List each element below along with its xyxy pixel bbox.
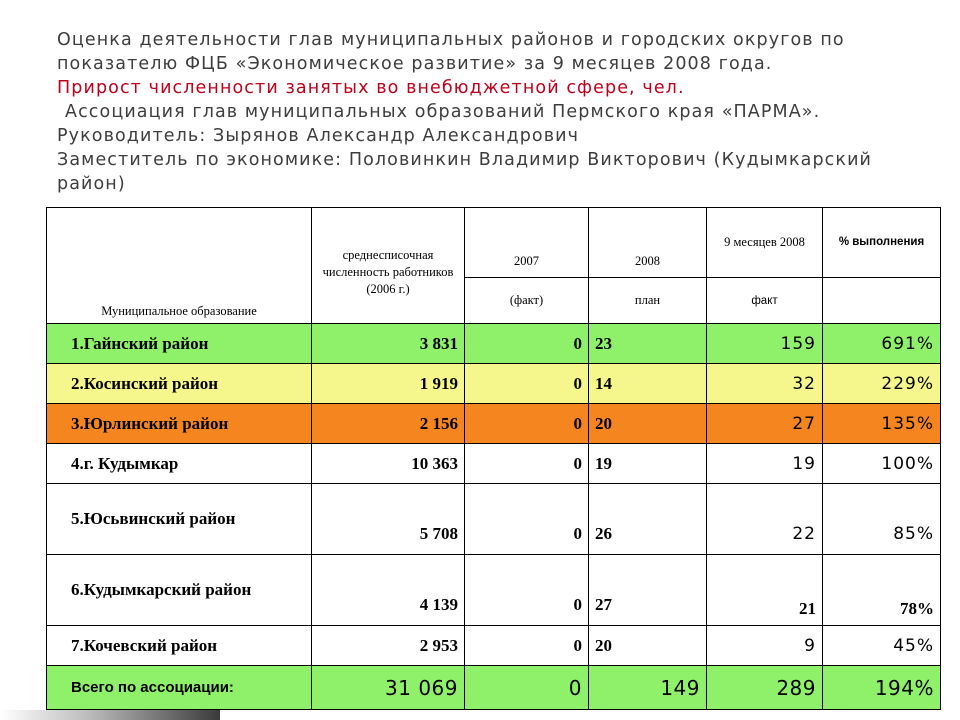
deputy-name: Заместитель по экономике: Половинкин Владимир Викторович (Кудымкарский xyxy=(57,150,873,170)
row-name: 5.Юсьвинский район xyxy=(47,484,312,555)
header-municipality: Муниципальное образование xyxy=(47,208,312,324)
header-empty xyxy=(823,278,941,324)
row-2007: 0 xyxy=(465,626,589,666)
header-2008: 2008 xyxy=(589,208,707,278)
table-row xyxy=(47,364,941,404)
row-percent: 229% xyxy=(823,364,941,404)
title-line: Оценка деятельности глав муниципальных районов и городских округов по xyxy=(57,30,845,50)
row-plan: 14 xyxy=(589,364,707,404)
row-plan: 27 xyxy=(589,555,707,626)
row-plan: 26 xyxy=(589,484,707,555)
total-headcount: 31 069 xyxy=(312,666,465,710)
total-percent: 194% xyxy=(823,666,941,710)
row-percent: 135% xyxy=(823,404,941,444)
row-fact: 19 xyxy=(707,444,823,484)
deputy-name-cont: район) xyxy=(57,174,126,194)
table-row xyxy=(47,484,941,555)
header-2007: 2007 xyxy=(465,208,589,278)
row-fact: 21 xyxy=(707,555,823,626)
row-headcount: 2 156 xyxy=(312,404,465,444)
row-percent: 691% xyxy=(823,324,941,364)
row-name: 6.Кудымкарский район xyxy=(47,555,312,626)
title-line: показателю ФЦБ «Экономическое развитие» за 9 месяцев 2008 года. xyxy=(57,54,773,74)
row-2007: 0 xyxy=(465,324,589,364)
row-headcount: 2 953 xyxy=(312,626,465,666)
total-plan: 149 xyxy=(589,666,707,710)
table-row xyxy=(47,404,941,444)
row-percent: 85% xyxy=(823,484,941,555)
row-2007: 0 xyxy=(465,364,589,404)
total-name: Всего по ассоциации: xyxy=(47,666,312,710)
row-plan: 23 xyxy=(589,324,707,364)
row-name: 2.Косинский район xyxy=(47,364,312,404)
row-headcount: 1 919 xyxy=(312,364,465,404)
header-fact: факт xyxy=(707,278,823,324)
row-name: 1.Гайнский район xyxy=(47,324,312,364)
results-table xyxy=(46,207,941,710)
header-9-months: 9 месяцев 2008 xyxy=(707,208,823,278)
row-plan: 20 xyxy=(589,626,707,666)
row-headcount: 10 363 xyxy=(312,444,465,484)
total-fact: 289 xyxy=(707,666,823,710)
head-name: Руководитель: Зырянов Александр Александрович xyxy=(57,126,580,146)
row-headcount: 4 139 xyxy=(312,555,465,626)
title-highlight: Прирост численности занятых во внебюджетной сфере, чел. xyxy=(57,78,685,98)
row-name: 4.г. Кудымкар xyxy=(47,444,312,484)
header-plan: план xyxy=(589,278,707,324)
table-row xyxy=(47,626,941,666)
row-plan: 20 xyxy=(589,404,707,444)
header-fact-2007: (факт) xyxy=(465,278,589,324)
association-name: Ассоциация глав муниципальных образований Пермского края «ПАРМА». xyxy=(65,102,821,122)
corner-decoration xyxy=(0,710,220,720)
table-row xyxy=(47,324,941,364)
table-row xyxy=(47,444,941,484)
table-row xyxy=(47,555,941,626)
row-percent: 100% xyxy=(823,444,941,484)
row-percent: 45% xyxy=(823,626,941,666)
row-fact: 32 xyxy=(707,364,823,404)
total-row xyxy=(47,666,941,710)
row-name: 3.Юрлинский район xyxy=(47,404,312,444)
row-percent: 78% xyxy=(823,555,941,626)
row-fact: 27 xyxy=(707,404,823,444)
row-2007: 0 xyxy=(465,555,589,626)
row-headcount: 3 831 xyxy=(312,324,465,364)
row-name: 7.Кочевский район xyxy=(47,626,312,666)
total-2007: 0 xyxy=(465,666,589,710)
row-fact: 22 xyxy=(707,484,823,555)
row-2007: 0 xyxy=(465,484,589,555)
row-2007: 0 xyxy=(465,444,589,484)
row-headcount: 5 708 xyxy=(312,484,465,555)
slide-title xyxy=(57,28,937,196)
header-avg-headcount: среднесписочная численность работников (2006 г.) xyxy=(312,208,465,324)
row-2007: 0 xyxy=(465,404,589,444)
row-plan: 19 xyxy=(589,444,707,484)
header-percent: % выполнения xyxy=(823,208,941,278)
row-fact: 159 xyxy=(707,324,823,364)
row-fact: 9 xyxy=(707,626,823,666)
